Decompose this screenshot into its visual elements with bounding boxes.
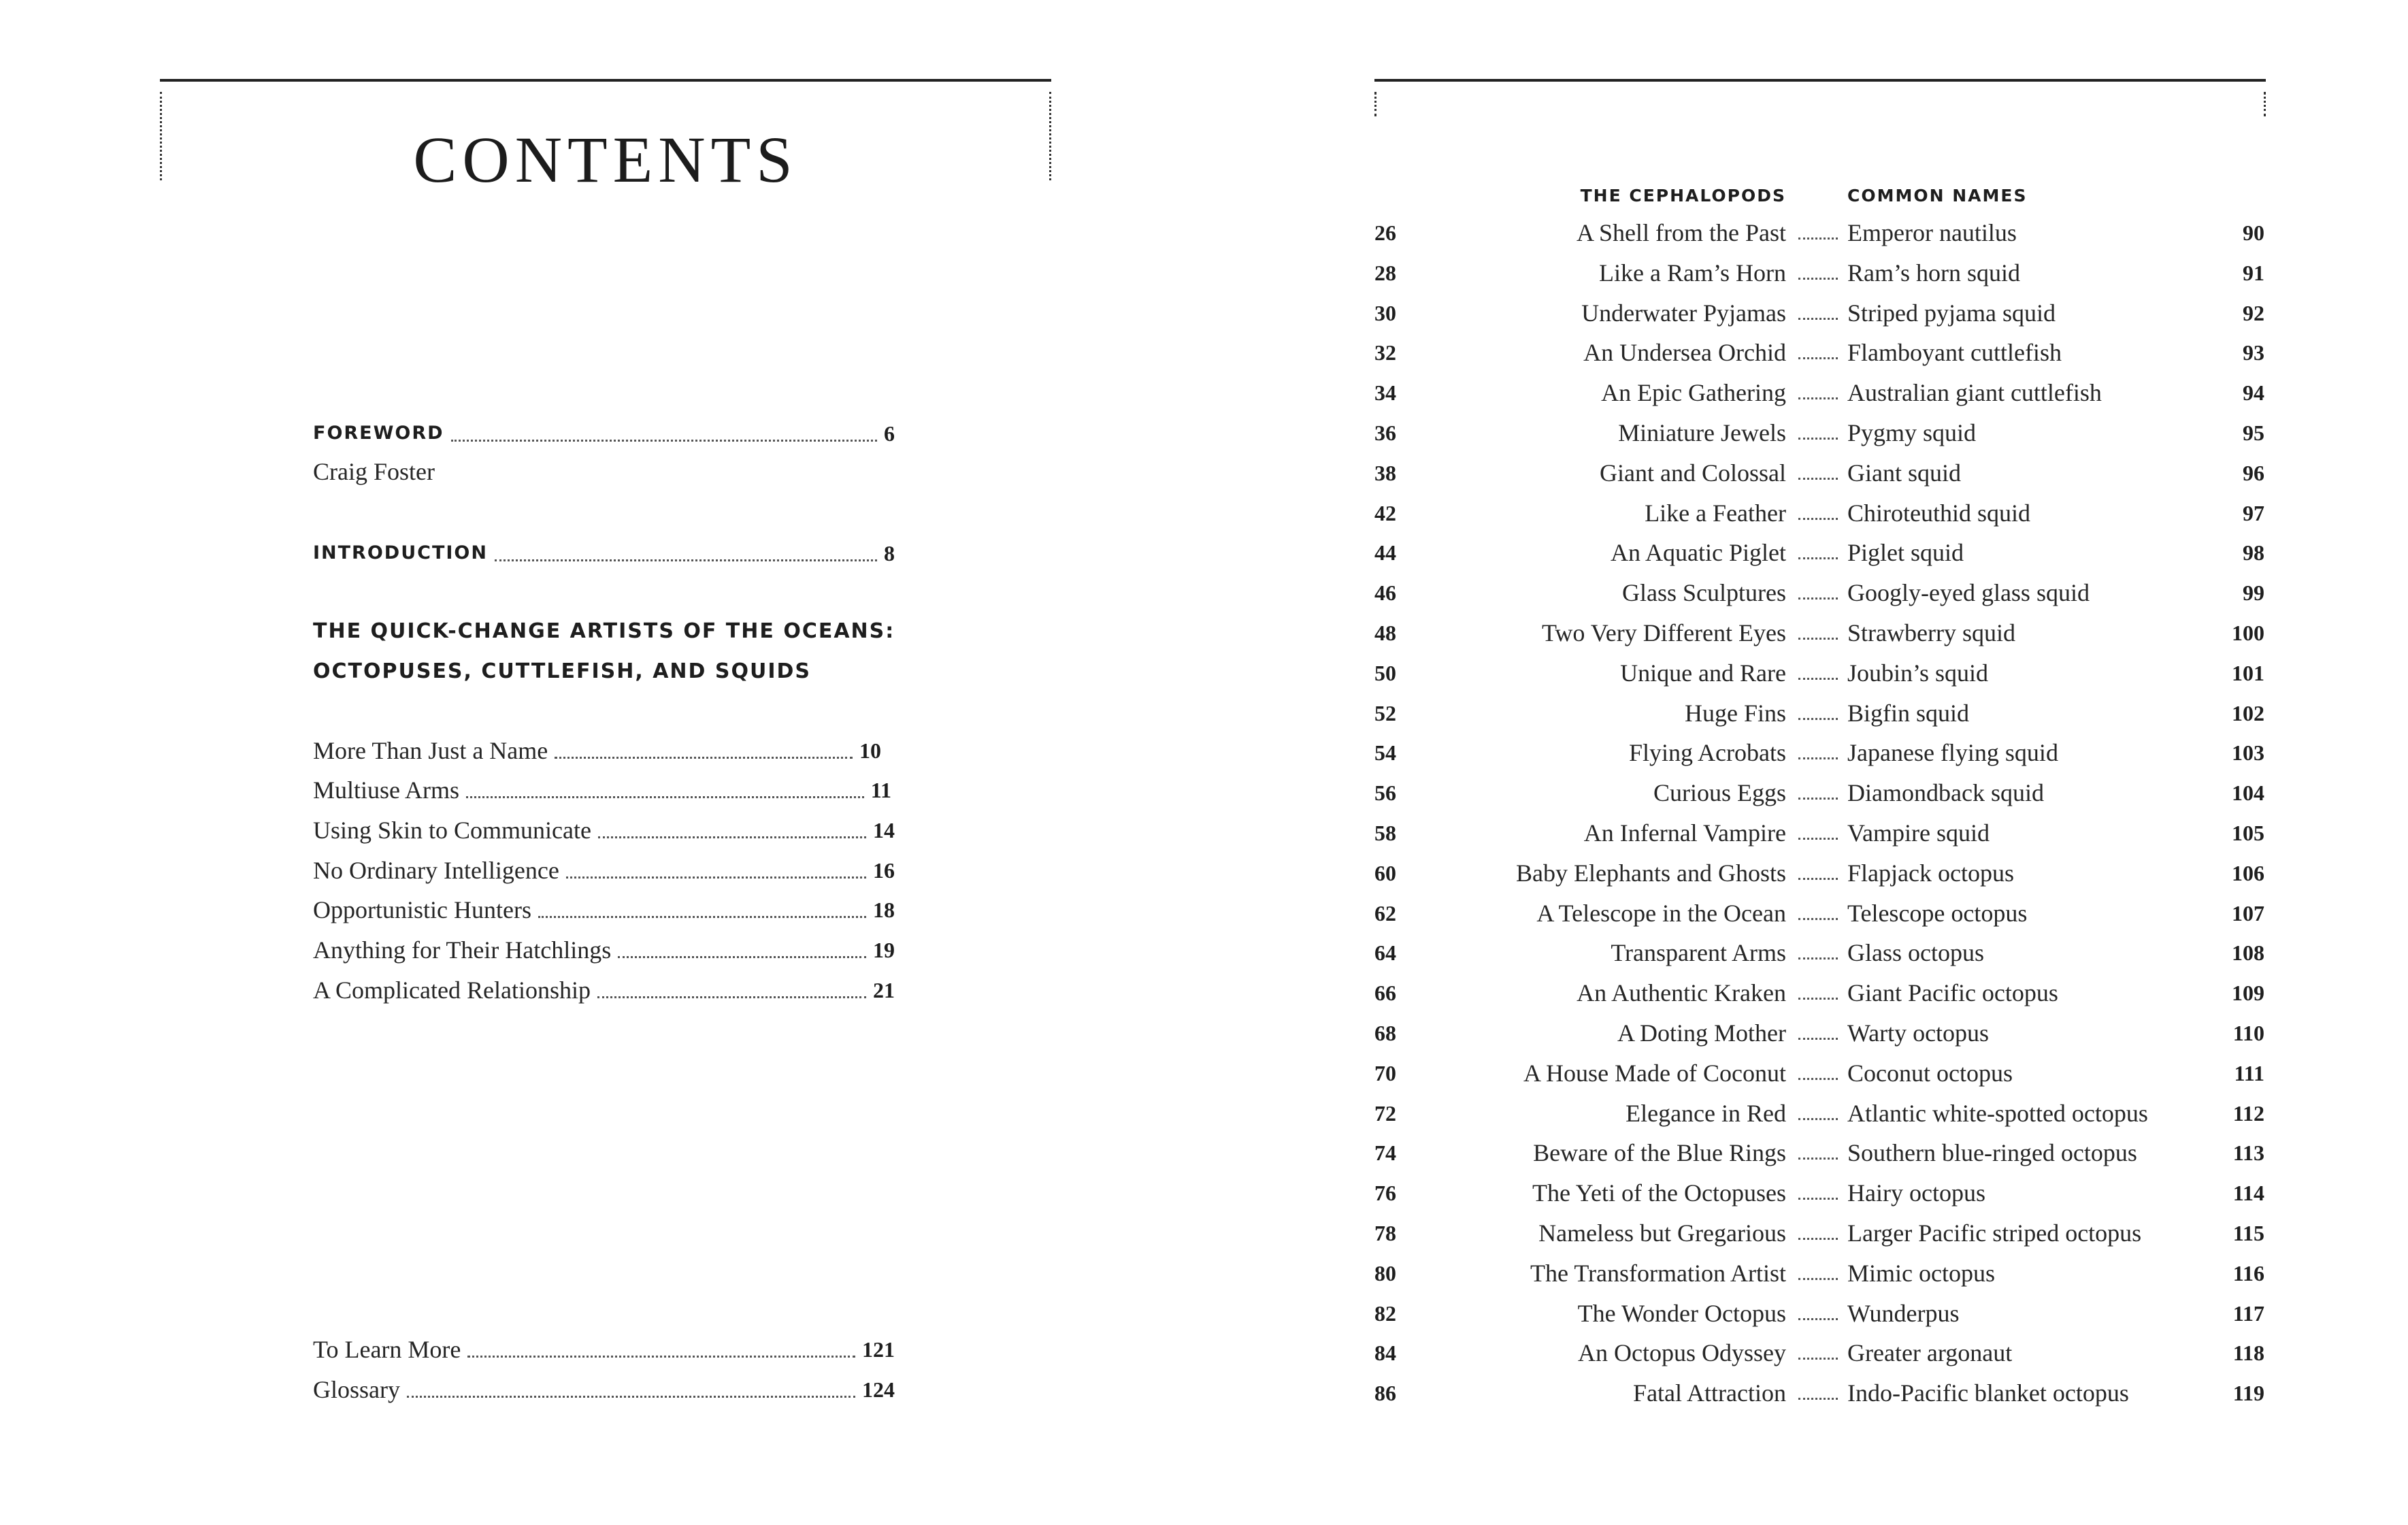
common-name: Diamondback squid [1847,779,2044,807]
entry-title: Two Very Different Eyes [1541,619,1786,646]
introduction-page: 8 [884,541,895,565]
entry-title: The Yeti of the Octopuses [1532,1179,1786,1207]
common-name: Flapjack octopus [1847,859,2014,887]
species-row[interactable] [1204,293,2408,333]
leader-dots [1798,397,1838,399]
entry-page: 38 [1374,460,1396,485]
entry-title: Curious Eggs [1653,779,1786,807]
entry-title: An Epic Gathering [1601,379,1786,407]
common-name: Warty octopus [1847,1019,1990,1047]
common-name-page: 106 [2232,860,2264,885]
species-row[interactable] [1204,653,2408,693]
header-cephalopods: THE CEPHALOPODS [1580,186,1786,206]
entry-page: 44 [1374,540,1396,565]
toc-entry-chapter[interactable] [313,853,895,887]
species-row[interactable] [1204,1173,2408,1213]
leader-dots [467,1356,855,1358]
entry-title: Unique and Rare [1620,659,1786,687]
species-row[interactable] [1204,373,2408,413]
chapter-title: Multiuse Arms [313,776,460,804]
common-name-page: 104 [2232,781,2264,806]
common-name: Vampire squid [1847,819,1990,847]
leader-dots [1798,278,1838,280]
common-name: Striped pyjama squid [1847,299,2056,327]
entry-page: 74 [1374,1141,1396,1166]
entry-title: A Shell from the Past [1577,219,1786,246]
leader-dots [1798,757,1838,759]
toc-entry-chapter[interactable] [313,933,895,967]
entry-page: 80 [1374,1260,1396,1285]
leader-dots [1798,557,1838,559]
entry-page: 32 [1374,340,1396,365]
species-row[interactable] [1204,893,2408,934]
chapter-page: 10 [859,738,881,763]
species-row[interactable] [1204,213,2408,253]
chapter-page: 14 [873,818,895,842]
leader-dots [1798,237,1838,240]
entry-page: 60 [1374,860,1396,885]
entry-page: 56 [1374,781,1396,806]
entry-title: An Undersea Orchid [1583,339,1786,367]
entry-title: Nameless but Gregarious [1538,1219,1786,1247]
leader-dots [1798,1198,1838,1200]
leader-dots [1798,1278,1838,1280]
foreword-label: FOREWORD [313,423,444,444]
leader-dots [1798,1358,1838,1360]
left-tick [1374,92,1376,116]
common-name: Ram’s horn squid [1847,259,2021,286]
entry-title: Underwater Pyjamas [1581,299,1786,327]
entry-title: The Transformation Artist [1530,1259,1786,1287]
leader-dots [1798,838,1838,840]
species-row[interactable] [1204,813,2408,853]
entry-page: 52 [1374,700,1396,725]
entry-page: 78 [1374,1220,1396,1245]
common-name-page: 111 [2234,1060,2264,1085]
common-name-page: 94 [2243,380,2264,406]
common-name: Googly-eyed glass squid [1847,579,2090,607]
leader-dots [1798,1398,1838,1400]
common-name: Bigfin squid [1847,699,1970,727]
top-rule [1374,79,2266,82]
common-name-page: 117 [2232,1300,2264,1326]
toc-entry-back-matter[interactable] [313,1332,895,1366]
leader-dots [1798,918,1838,920]
back-matter-title: To Learn More [313,1336,461,1363]
leader-dots [1798,678,1838,680]
species-row[interactable] [1204,493,2408,534]
common-name: Wunderpus [1847,1299,1960,1327]
species-row[interactable] [1204,1013,2408,1053]
common-name: Coconut octopus [1847,1059,2013,1087]
entry-page: 64 [1374,940,1396,966]
foreword-author: Craig Foster [313,458,435,485]
leader-dots [1798,718,1838,720]
entry-page: 50 [1374,660,1396,685]
entry-page: 42 [1374,500,1396,525]
entry-title: Miniature Jewels [1618,419,1786,446]
entry-page: 54 [1374,740,1396,766]
entry-title: A House Made of Coconut [1523,1059,1786,1087]
common-name-page: 95 [2243,420,2264,445]
leader-dots [1798,1118,1838,1120]
species-row[interactable] [1204,773,2408,813]
leader-dots [1798,1318,1838,1320]
toc-entry-introduction[interactable] [313,536,895,570]
chapter-page: 19 [873,938,895,962]
entry-title: An Infernal Vampire [1583,819,1786,847]
chapter-title: More Than Just a Name [313,737,548,764]
chapter-page: 16 [873,858,895,883]
common-name-page: 105 [2232,820,2264,845]
common-name-page: 115 [2232,1220,2264,1245]
common-name-page: 107 [2232,900,2264,925]
species-row[interactable] [1204,1053,2408,1094]
entry-title: Elegance in Red [1626,1099,1786,1127]
common-name-page: 92 [2243,300,2264,325]
common-name-page: 100 [2232,620,2264,645]
chapter-title: Using Skin to Communicate [313,817,591,844]
leader-dots [1798,798,1838,800]
entry-title: Giant and Colossal [1600,459,1786,487]
species-row[interactable] [1204,413,2408,453]
entry-page: 70 [1374,1060,1396,1085]
entry-title: Huge Fins [1684,699,1786,727]
entry-title: Fatal Attraction [1633,1379,1786,1407]
common-name-page: 113 [2232,1141,2264,1166]
common-name-page: 91 [2243,260,2264,285]
entry-title: Transparent Arms [1611,939,1786,967]
entry-page: 30 [1374,300,1396,325]
entry-page: 68 [1374,1020,1396,1045]
leader-dots [466,796,864,798]
leader-dots [495,559,877,561]
chapter-page: 18 [873,898,895,922]
toc-entry-chapter[interactable] [313,773,891,807]
back-matter-page: 124 [862,1377,895,1402]
chapter-page: 21 [873,978,895,1002]
species-row[interactable] [1204,1373,2408,1413]
species-row[interactable] [1204,453,2408,493]
leader-dots [1798,1238,1838,1240]
leader-dots [597,996,866,998]
species-row[interactable] [1204,613,2408,653]
entry-page: 86 [1374,1381,1396,1406]
common-name-page: 119 [2232,1381,2264,1406]
entry-page: 62 [1374,900,1396,925]
entry-title: Baby Elephants and Ghosts [1516,859,1786,887]
species-row[interactable] [1204,1133,2408,1173]
page-title: CONTENTS [413,123,798,196]
entry-page: 34 [1374,380,1396,406]
leader-dots [1798,1158,1838,1160]
common-name: Mimic octopus [1847,1259,1995,1287]
common-name: Giant squid [1847,459,1961,487]
common-name: Indo-Pacific blanket octopus [1847,1379,2129,1407]
leader-dots [1798,318,1838,320]
entry-page: 26 [1374,220,1396,245]
common-name-page: 90 [2243,220,2264,245]
leader-dots [1798,357,1838,359]
leader-dots [1798,1038,1838,1040]
species-row[interactable] [1204,1094,2408,1134]
toc-entry-chapter[interactable] [313,893,895,927]
entry-page: 82 [1374,1300,1396,1326]
entry-page: 58 [1374,820,1396,845]
species-row[interactable] [1204,693,2408,734]
foreword-page: 6 [884,421,895,446]
right-tick [2264,92,2266,116]
species-row[interactable] [1204,1294,2408,1334]
leader-dots [1798,878,1838,880]
toc-entry-back-matter[interactable] [313,1373,895,1407]
leader-dots [1798,438,1838,440]
leader-dots [451,440,877,442]
leader-dots [1798,998,1838,1000]
common-name: Hairy octopus [1847,1179,1985,1207]
species-table [1204,213,2408,1413]
species-row[interactable] [1204,1213,2408,1253]
common-name: Telescope octopus [1847,899,2028,927]
toc-entry-foreword[interactable] [313,416,895,450]
common-name: Southern blue-ringed octopus [1847,1139,2137,1167]
leader-dots [1798,957,1838,960]
leader-dots [1798,1078,1838,1080]
species-row[interactable] [1204,1253,2408,1294]
section-heading-line1: THE QUICK-CHANGE ARTISTS OF THE OCEANS: [313,619,895,643]
entry-page: 36 [1374,420,1396,445]
toc-entry-chapter[interactable] [313,813,895,847]
common-name: Joubin’s squid [1847,659,1989,687]
common-name: Pygmy squid [1847,419,1977,446]
species-row[interactable] [1204,973,2408,1013]
entry-title: A Doting Mother [1617,1019,1786,1047]
common-name-page: 96 [2243,460,2264,485]
leader-dots [1798,638,1838,640]
entry-page: 48 [1374,620,1396,645]
entry-title: The Wonder Octopus [1577,1299,1786,1327]
leader-dots [1798,597,1838,600]
leader-dots [1798,478,1838,480]
chapter-title: A Complicated Relationship [313,977,591,1004]
common-name: Greater argonaut [1847,1339,2013,1367]
entry-title: Like a Ram’s Horn [1599,259,1786,286]
toc-entry-chapter[interactable] [313,734,881,768]
common-name: Piglet squid [1847,539,1964,567]
back-matter-page: 121 [862,1337,895,1362]
common-name: Japanese flying squid [1847,739,2058,767]
common-name: Flamboyant cuttlefish [1847,339,2062,367]
species-row[interactable] [1204,253,2408,293]
common-name-page: 108 [2232,940,2264,966]
entry-title: An Authentic Kraken [1577,979,1786,1007]
common-name: Atlantic white-spotted octopus [1847,1099,2148,1127]
entry-title: An Octopus Odyssey [1578,1339,1786,1367]
common-name: Strawberry squid [1847,619,2015,646]
common-name-page: 101 [2232,660,2264,685]
common-name-page: 112 [2232,1100,2264,1126]
leader-dots [1798,518,1838,520]
chapter-title: Opportunistic Hunters [313,896,531,923]
common-name: Larger Pacific striped octopus [1847,1219,2142,1247]
species-row[interactable] [1204,733,2408,773]
species-row[interactable] [1204,533,2408,573]
leader-dots [566,876,866,879]
species-row[interactable] [1204,933,2408,973]
common-name: Glass octopus [1847,939,1984,967]
common-name-page: 109 [2232,981,2264,1006]
entry-page: 76 [1374,1181,1396,1206]
entry-title: A Telescope in the Ocean [1536,899,1786,927]
species-row[interactable] [1204,333,2408,373]
right-page [1204,0,2408,1525]
common-name: Giant Pacific octopus [1847,979,2058,1007]
chapter-title: Anything for Their Hatchlings [313,936,612,964]
common-name: Chiroteuthid squid [1847,499,2030,527]
common-name-page: 98 [2243,540,2264,565]
species-row[interactable] [1204,573,2408,613]
common-name-page: 93 [2243,340,2264,365]
introduction-label: INTRODUCTION [313,542,488,563]
common-name-page: 102 [2232,700,2264,725]
chapter-title: No Ordinary Intelligence [313,857,559,884]
entry-page: 66 [1374,981,1396,1006]
entry-title: Beware of the Blue Rings [1533,1139,1786,1167]
leader-dots [618,956,866,958]
leader-dots [538,916,866,918]
common-name-page: 116 [2232,1260,2264,1285]
entry-page: 46 [1374,580,1396,606]
entry-title: Like a Feather [1645,499,1786,527]
entry-page: 72 [1374,1100,1396,1126]
entry-page: 28 [1374,260,1396,285]
common-name-page: 118 [2232,1341,2264,1366]
species-row[interactable] [1204,1333,2408,1373]
toc-entry-chapter[interactable] [313,973,895,1007]
species-row[interactable] [1204,853,2408,893]
common-name-page: 114 [2232,1181,2264,1206]
common-name-page: 99 [2243,580,2264,606]
leader-dots [555,757,853,759]
common-name-page: 97 [2243,500,2264,525]
common-name-page: 103 [2232,740,2264,766]
header-common-names: COMMON NAMES [1847,186,2028,206]
entry-title: An Aquatic Piglet [1611,539,1786,567]
entry-title: Glass Sculptures [1622,579,1786,607]
top-rule [160,79,1051,82]
common-name: Emperor nautilus [1847,219,2017,246]
chapter-page: 11 [870,778,891,802]
leader-dots [598,836,866,838]
common-name: Australian giant cuttlefish [1847,379,2102,407]
section-heading-line2: OCTOPUSES, CUTTLEFISH, AND SQUIDS [313,659,812,683]
back-matter-title: Glossary [313,1376,400,1403]
entry-title: Flying Acrobats [1629,739,1786,767]
entry-page: 84 [1374,1341,1396,1366]
common-name-page: 110 [2232,1020,2264,1045]
leader-dots [407,1396,855,1398]
